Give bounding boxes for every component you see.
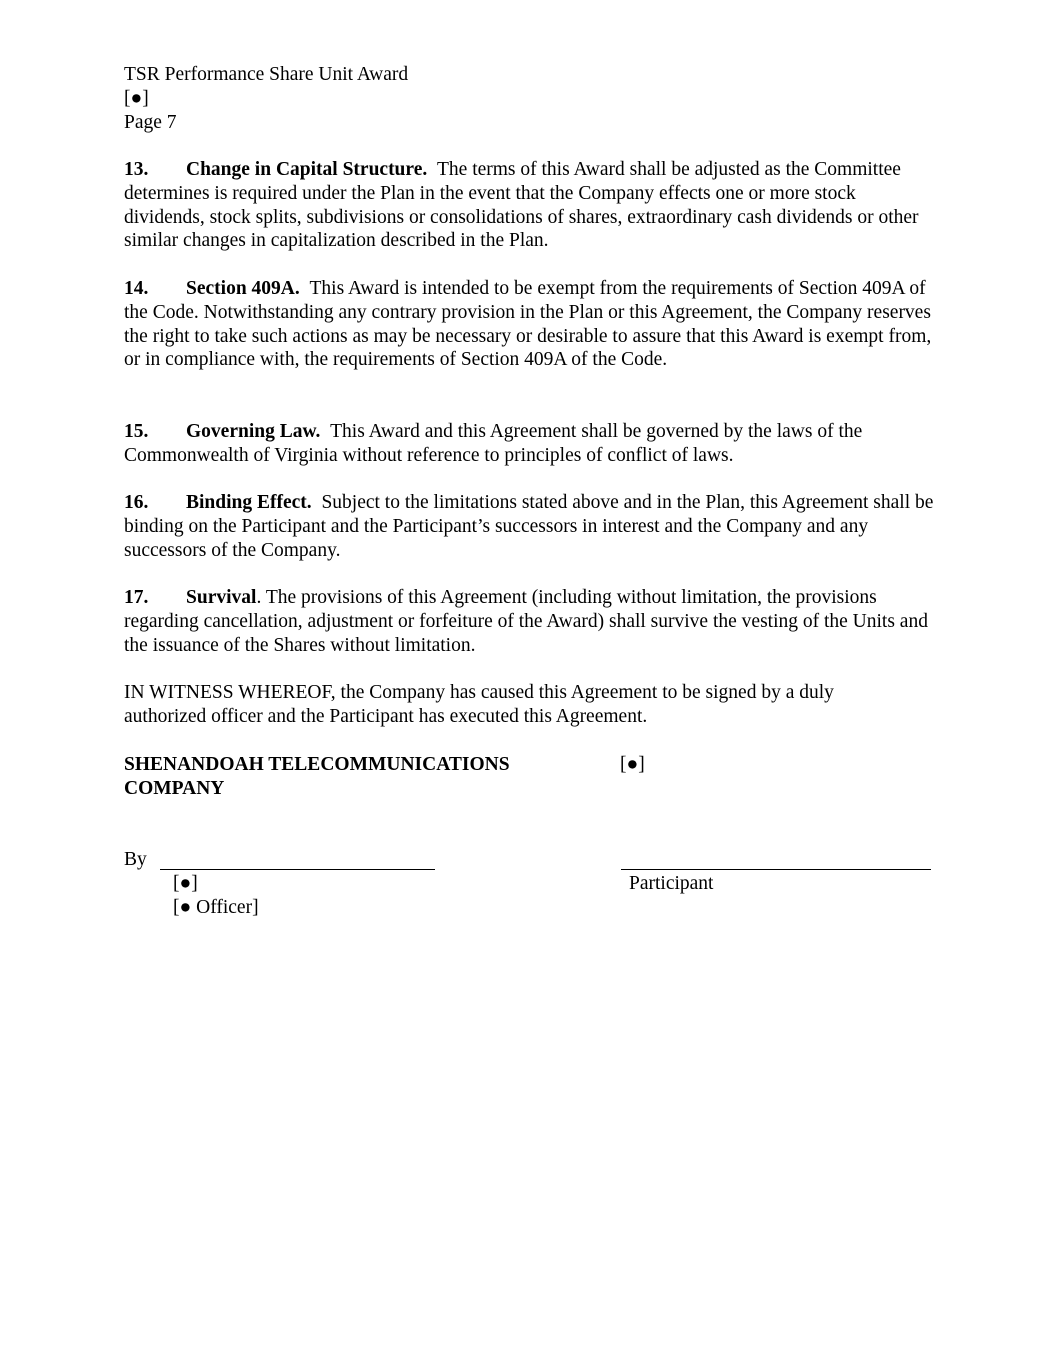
section-number: 17. (124, 587, 149, 608)
officer-name: [●] (173, 873, 198, 894)
by-label: By (124, 849, 147, 870)
section-number: 16. (124, 492, 149, 513)
section-heading: Section 409A. (186, 278, 300, 299)
header-placeholder: [●] (124, 87, 149, 109)
section-heading: Survival (186, 587, 257, 608)
witness-clause: IN WITNESS WHEREOF, the Company has caused this Agreement to be signed by a duly authorized officer and the Participant has executed this Agreement. (124, 682, 834, 727)
company-signature-block (124, 753, 510, 801)
section-13 (124, 158, 934, 253)
section-16 (124, 491, 934, 562)
section-text: Subject to the limitations stated above and in the Plan, this Agreement shall be binding on the Participant and the Participant’s successors in interest and the Company and any successors of the Company. (124, 492, 934, 561)
page-header (124, 63, 408, 134)
document-title: TSR Performance Share Unit Award (124, 64, 409, 85)
section-number: 15. (124, 421, 149, 442)
participant-signature-line (621, 869, 931, 870)
section-text: . The provisions of this Agreement (including without limitation, the provisions regarding cancellation, adjustment or forfeiture of the Award) shall survive the vesting of the Units and the issuance of the Shares without limitation. (124, 587, 928, 656)
company-name-line2: COMPANY (124, 777, 225, 799)
participant-name-placeholder: [●] (620, 754, 645, 775)
participant-label: Participant (629, 873, 714, 894)
company-name-line1: SHENANDOAH TELECOMMUNICATIONS (124, 754, 510, 775)
page-number: Page 7 (124, 111, 177, 133)
section-number: 14. (124, 278, 149, 299)
section-17 (124, 586, 939, 657)
officer-title: [● Officer] (173, 897, 259, 918)
section-15 (124, 420, 934, 468)
section-heading: Change in Capital Structure. (186, 159, 428, 180)
company-signature-line (160, 869, 435, 870)
section-text: The terms of this Award shall be adjusted as the Committee determines is required under the Plan in the event that the Company effects one or more stock dividends, stock splits, subdivisions or consolidations of shares, extraordinary cash dividends or other similar changes in capitalization described in the Plan. (124, 159, 919, 252)
section-heading: Governing Law. (186, 421, 321, 442)
section-number: 13. (124, 159, 149, 180)
section-text: This Award is intended to be exempt from the requirements of Section 409A of the Code. Notwithstanding any contrary provision in the Plan or this Agreement, the Company reserves the right to take such actions as may be necessary or desirable to assure that this Award is exempt from, or in compliance with, the requirements of Section 409A of the Code. (124, 278, 932, 371)
section-heading: Binding Effect. (186, 492, 312, 513)
section-text: This Award and this Agreement shall be governed by the laws of the Commonwealth of Virginia without reference to principles of conflict of laws. (124, 421, 863, 466)
section-14 (124, 277, 934, 372)
